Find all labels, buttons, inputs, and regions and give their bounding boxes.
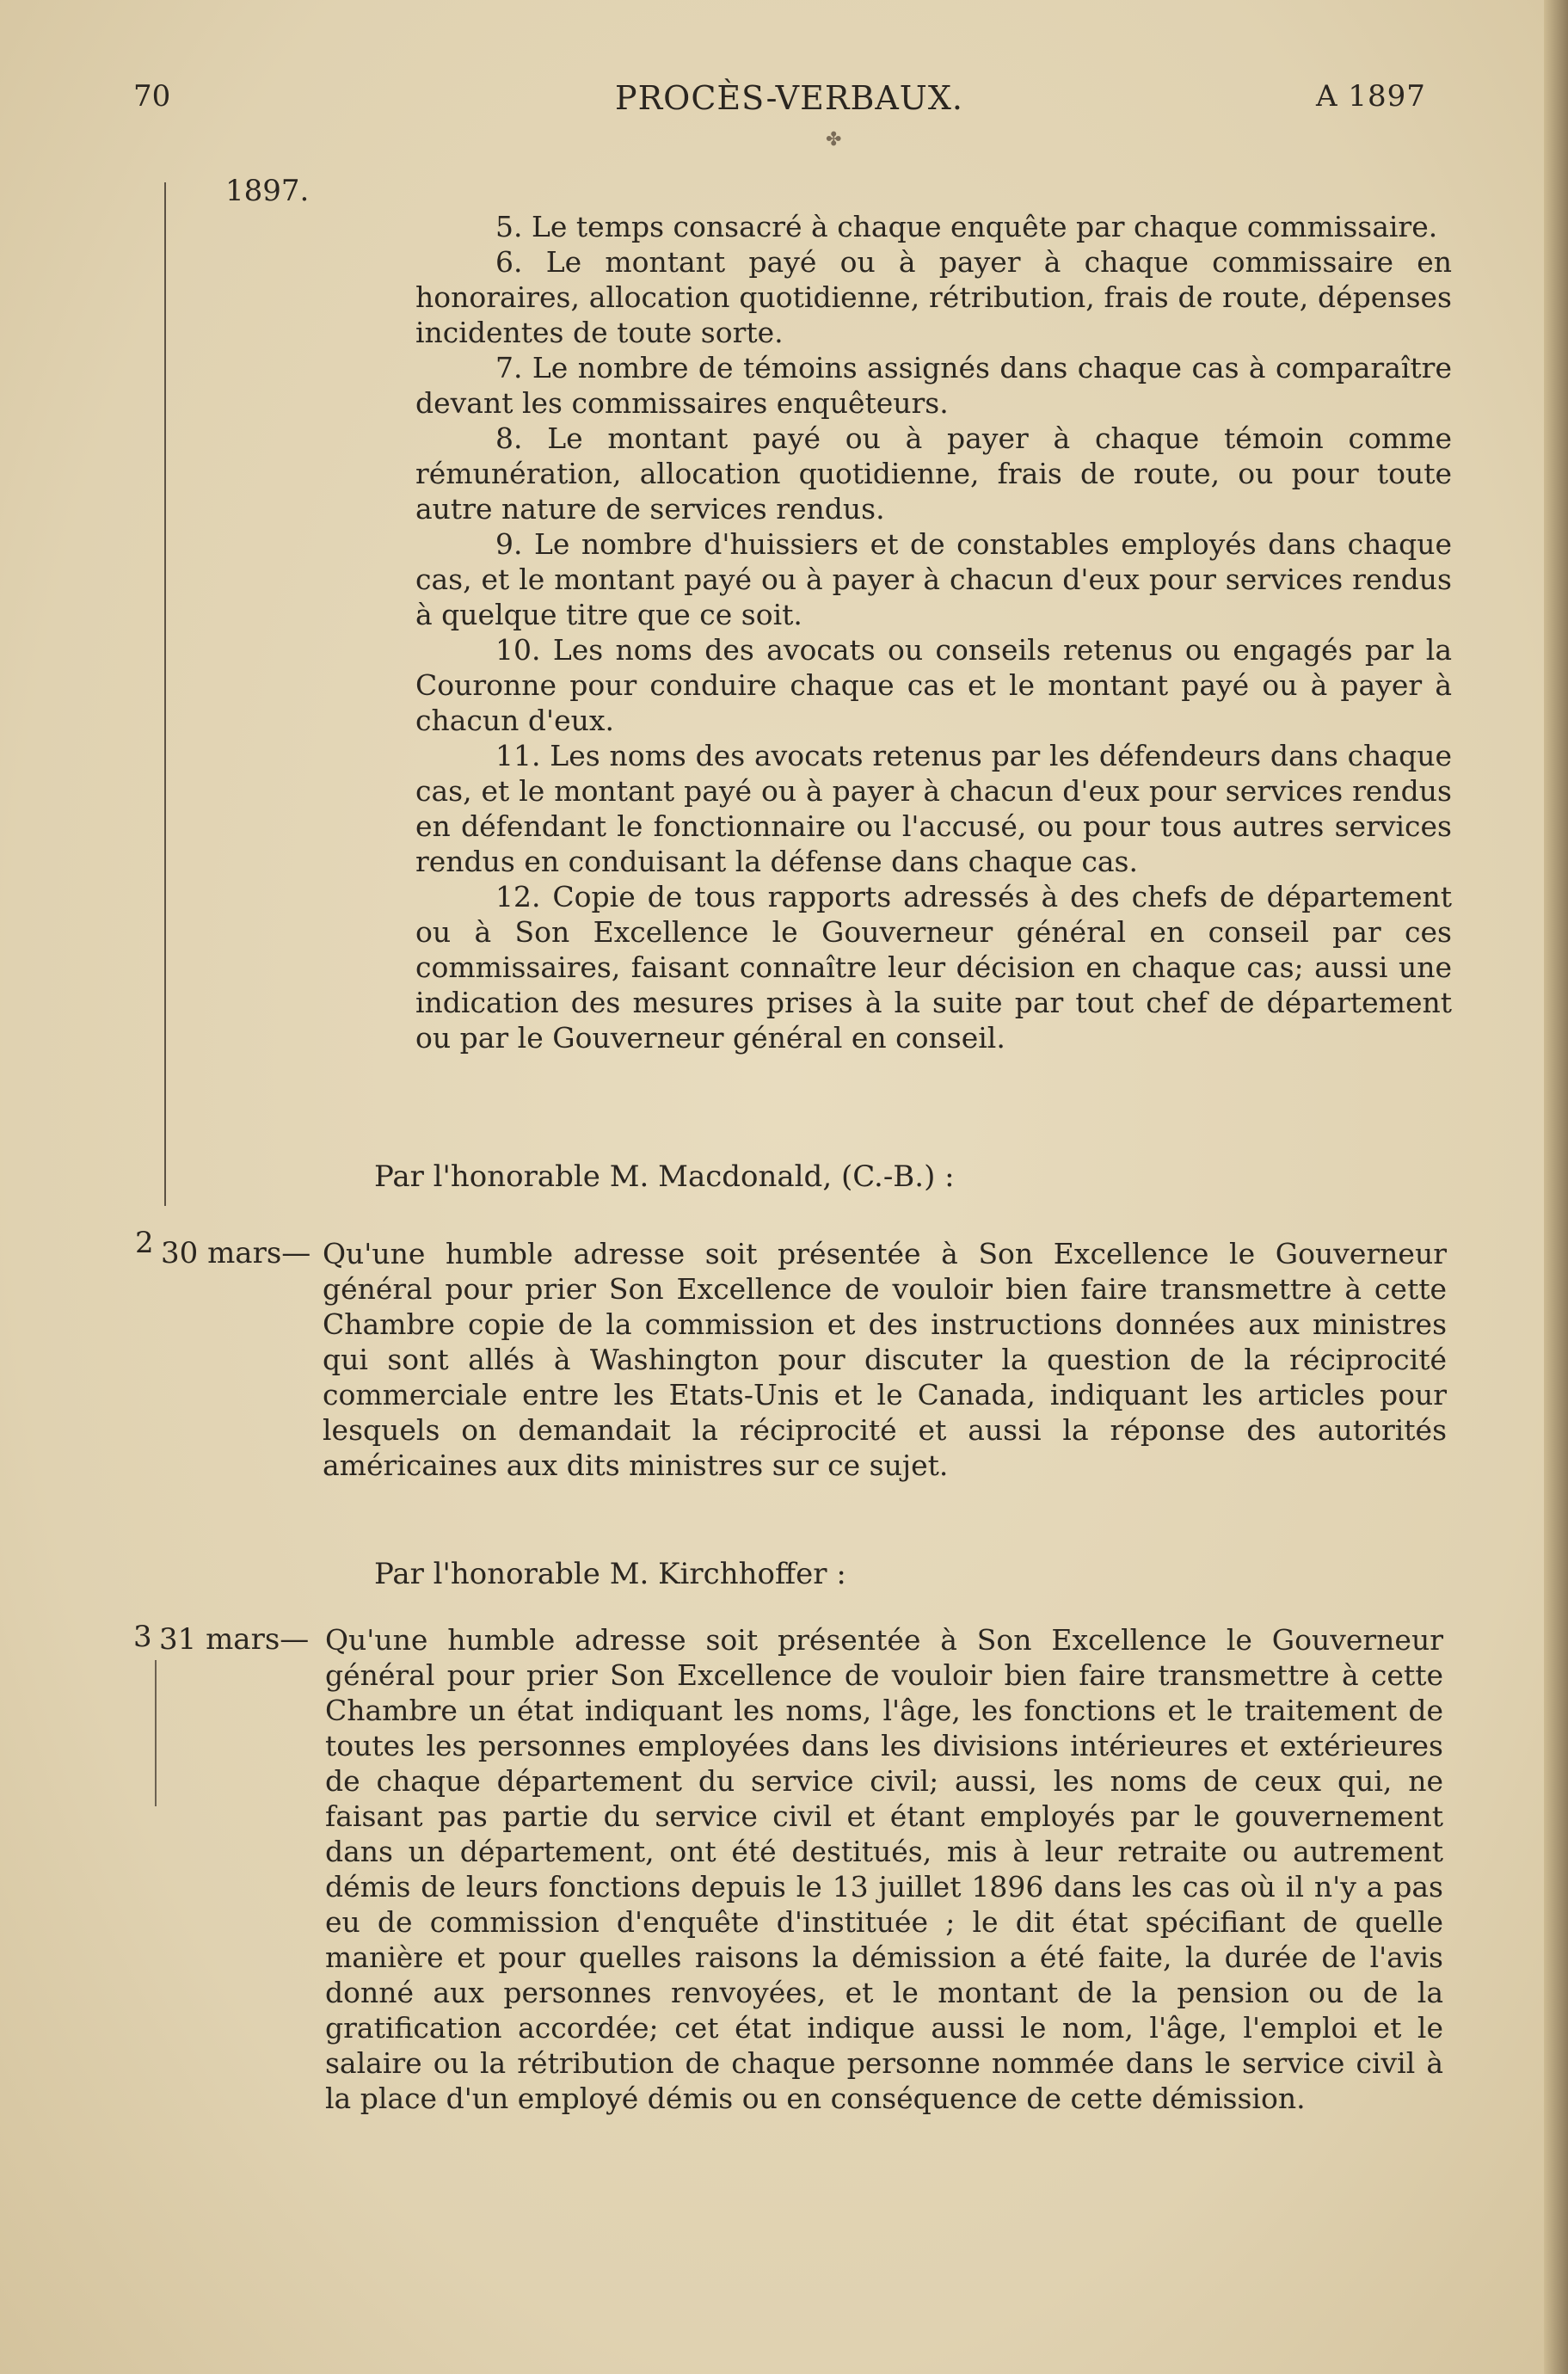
- enumerated-items: [415, 209, 1452, 1055]
- margin-rule: [164, 182, 166, 1206]
- page-number: 70: [133, 79, 171, 114]
- list-item: 12. Copie de tous rapports adressés à des chefs de département ou à Son Excellence le Gouverneur général en conseil par ces commissaires, faisant connaître leur décision en chaque cas; aussi une indication des mesures prises à la suite par tout chef de département ou par le Gouverneur général en conseil.: [415, 880, 1452, 1055]
- motion-by-line: Par l'honorable M. Kirchhoffer :: [374, 1557, 846, 1591]
- list-item: 7. Le nombre de témoins assignés dans chaque cas à comparaître devant les commissaires enquêteurs.: [415, 351, 1452, 420]
- page-edge-shadow: [1544, 0, 1568, 2374]
- margin-year: 1897.: [225, 174, 310, 208]
- list-item: 10. Les noms des avocats ou conseils retenus ou engagés par la Couronne pour conduire chaque cas et le montant payé ou à payer à chacun d'eux.: [415, 633, 1452, 737]
- motion-text: Qu'une humble adresse soit présentée à Son Excellence le Gouverneur général pour prier Son Excellence de vouloir bien faire transmettre à cette Chambre un état indiquant les noms, l'âge, les fonctions et le traitement de toutes les personnes employées dans les divisions intérieures et extérieures de chaque département du service civil; aussi, les noms de ceux qui, ne faisant pas partie du service civil et étant employés par le gouvernement dans un département, ont été destitués, mis à leur retraite ou autrement démis de leurs fonctions depuis le 13 juillet 1896 dans les cas où il n'y a pas eu de commission d'enquête d'instituée ; le dit état spécifiant de quelle manière et pour quelles raisons la démission a été faite, la durée de l'avis donné aux personnes renvoyées, et le montant de la pension ou de la gratification accordée; cet état indique aussi le nom, l'âge, l'emploi et le salaire ou la rétribution de chaque personne nommée dans le service civil à la place d'un employé démis ou en conséquence de cette démission.: [325, 1623, 1443, 2115]
- motion-text: Qu'une humble adresse soit présentée à Son Excellence le Gouverneur général pour prier Son Excellence de vouloir bien faire transmettre à cette Chambre copie de la commission et des instructions données aux ministres qui sont allés à Washington pour discuter la question de la réciprocité commerciale entre les Etats-Unis et le Canada, indiquant les articles pour lesquels on demandait la réciprocité et aussi la réponse des autorités américaines aux dits ministres sur ce sujet.: [323, 1237, 1447, 1482]
- running-title: PROCÈS-VERBAUX.: [615, 79, 963, 117]
- motion-by-line: Par l'honorable M. Macdonald, (C.-B.) :: [374, 1159, 955, 1194]
- list-item: 5. Le temps consacré à chaque enquête par chaque commissaire.: [495, 210, 1438, 243]
- motion-number: 3: [133, 1620, 152, 1654]
- motion-date: 30 mars—: [161, 1236, 311, 1270]
- list-item: 11. Les noms des avocats retenus par les défendeurs dans chaque cas, et le montant payé ou à payer à chacun d'eux pour services rendus en défendant le fonctionnaire ou l'accusé, ou pour tous autres services rendus en conduisant la défense dans chaque cas.: [415, 739, 1452, 878]
- list-item: 8. Le montant payé ou à payer à chaque témoin comme rémunération, allocation quotidienne, frais de route, ou pour toute autre nature de services rendus.: [415, 421, 1452, 526]
- motion-date: 31 mars—: [159, 1622, 310, 1657]
- list-item: 9. Le nombre d'huissiers et de constables employés dans chaque cas, et le montant payé ou à payer à chacun d'eux pour services rendus à quelque titre que ce soit.: [415, 527, 1452, 631]
- ornament-icon: ✤: [826, 129, 842, 151]
- motion-number: 2: [135, 1226, 154, 1260]
- volume-label: A 1897: [1316, 79, 1426, 114]
- list-item: 6. Le montant payé ou à payer à chaque commissaire en honoraires, allocation quotidienne, rétribution, frais de route, dépenses incidentes de toute sorte.: [415, 245, 1452, 349]
- page-header: [0, 79, 1568, 151]
- margin-rule-lower: [155, 1660, 157, 1806]
